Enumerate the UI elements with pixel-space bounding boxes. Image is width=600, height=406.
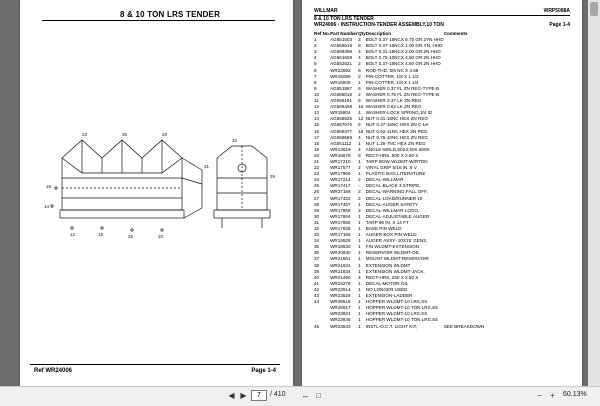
table-row	[314, 324, 570, 330]
previous-page-icon[interactable]: ◀	[228, 391, 235, 400]
table-cell-qty: 1	[358, 323, 361, 329]
column-header: Qty	[358, 31, 366, 36]
table-cell-no: 35	[314, 244, 320, 250]
table-cell-desc: RECT-HRS,.500 X 2.50 X	[365, 152, 419, 158]
table-cell-no: 31	[314, 219, 320, 225]
table-cell-no: 36	[314, 250, 320, 256]
callout-label: 15	[46, 184, 52, 189]
table-cell-no: 21	[314, 158, 320, 164]
table-cell-desc: NUT 1.25-7NC HEX ZN REG	[365, 140, 426, 146]
table-cell-no: 27	[314, 195, 320, 201]
page-title: 8 & 10 TON LRS TENDER	[314, 16, 374, 22]
table-cell-qty: 16	[358, 104, 364, 110]
table-cell-no: 4	[314, 55, 317, 61]
table-cell-part: WR28618	[330, 299, 351, 305]
table-cell-qty: 6	[358, 98, 361, 104]
table-cell-qty: 1	[358, 317, 361, 323]
table-cell-desc: FIN WLDMT-EXTENSION	[365, 244, 420, 250]
table-cell-desc: RESERVOIR WLDMT-OIL	[365, 250, 420, 256]
table-cell-desc: ANGLE-WELD,50X2,50X.500X	[365, 146, 430, 152]
table-cell-qty: 1	[358, 268, 361, 274]
table-cell-qty: 2	[358, 61, 361, 67]
table-cell-qty: 2	[358, 91, 361, 97]
table-cell-qty: 6	[358, 122, 361, 128]
page-number-input[interactable]	[251, 390, 267, 401]
table-cell-no: 22	[314, 165, 320, 171]
table-cell-desc: NUT 0.31-18NC HEX ZN REG	[365, 116, 428, 122]
footer-ref: Ref WR24006	[34, 368, 73, 374]
table-cell-part: AG558625	[330, 116, 353, 122]
table-cell-desc: BOLT 0.31-18NCX 2.00 GR.2N HHD	[365, 49, 441, 55]
exploded-assembly-diagram	[42, 118, 282, 258]
doc-code: WRP5088A	[543, 8, 570, 14]
table-cell-part: WR19528	[330, 238, 351, 244]
table-cell-qty: 1	[358, 256, 361, 262]
table-cell-no: 39	[314, 268, 320, 274]
table-cell-qty: 1	[358, 305, 361, 311]
parts-list-table	[314, 31, 570, 330]
zoom-out-icon[interactable]: −	[537, 391, 542, 400]
table-cell-qty: 1	[358, 226, 361, 231]
table-cell-part: WR28617	[330, 305, 351, 311]
table-cell-part: WR17577	[330, 165, 351, 171]
table-cell-part: WR17210	[330, 158, 351, 164]
pdf-page-right	[302, 0, 582, 386]
table-cell-part: AG558619	[330, 43, 353, 49]
callout-label: 14	[44, 204, 50, 209]
table-cell-part: WR15949	[330, 79, 351, 85]
table-cell-desc: HOPPER WLDMT-10 TON LRS,SS	[365, 305, 439, 311]
table-cell-part: WR17859	[330, 207, 351, 213]
column-header: Ref No.	[314, 31, 331, 36]
table-cell-qty: 1	[358, 201, 361, 207]
table-cell-desc: DECAL-AUGER SAFETY	[365, 201, 419, 207]
table-cell-no: 34	[314, 238, 320, 244]
table-cell-no: 25	[314, 183, 320, 189]
table-cell-qty: 1	[358, 219, 361, 225]
table-cell-no: 37	[314, 256, 320, 262]
table-cell-part: WR17864	[330, 213, 351, 219]
table-cell-desc: NUT 0.37-16NC HEX ZN C-LK	[365, 122, 429, 128]
table-cell-desc: DECAL-WILLMAR LOGO,	[365, 207, 420, 213]
table-cell-part: WR17214	[330, 177, 351, 183]
callout-label: 12	[70, 232, 76, 237]
table-cell-part: WR17422	[330, 195, 351, 201]
table-cell-part: WR21831	[330, 262, 351, 268]
table-cell-part: AG558477	[330, 128, 353, 134]
callout-label: 23	[82, 132, 88, 137]
table-cell-no: 9	[314, 85, 317, 91]
pdf-page-left	[20, 0, 293, 386]
table-cell-qty: 2	[358, 73, 361, 79]
table-cell-desc: NUT 0.75-10NC HEX ZN REG	[365, 134, 428, 140]
table-cell-desc: WASHER 0.75 FL ZN REG-TYPE-B	[365, 91, 440, 97]
table-cell-no: 40	[314, 274, 320, 280]
table-cell-part: WR23276	[330, 280, 351, 286]
parts-list-body	[314, 37, 570, 330]
table-cell-qty: 1	[358, 286, 361, 292]
table-cell-qty: 4	[358, 274, 361, 280]
table-cell-no: 12	[314, 104, 320, 110]
next-page-icon[interactable]: ▶	[240, 391, 247, 400]
table-cell-no: 28	[314, 201, 320, 207]
table-cell-part: AG557676	[330, 122, 353, 128]
table-cell-no: 15	[314, 122, 320, 128]
footer-page: Page 1-4	[251, 368, 276, 374]
table-cell-qty: 12	[358, 116, 364, 122]
callout-label: 20	[158, 234, 164, 239]
table-cell-no: 2	[314, 43, 317, 49]
table-cell-no: 8	[314, 79, 317, 85]
table-cell-desc: NO LONGER USED	[365, 286, 408, 292]
table-cell-part: WR17457	[330, 201, 351, 207]
scrollbar-thumb[interactable]	[590, 2, 598, 16]
table-cell-part: WR23092	[330, 67, 351, 73]
table-cell-no: 23	[314, 171, 320, 177]
table-cell-part: WR17865	[330, 219, 351, 225]
table-cell-desc: EXTENSION-LADDER	[365, 293, 413, 299]
table-cell-no: 33	[314, 232, 320, 238]
table-cell-desc: TARP 96 IN. X 14 FT	[365, 219, 409, 225]
page-label: Page 1-4	[549, 22, 570, 28]
table-cell-desc: RECT-HRS,.250 X 2.50 X	[365, 274, 419, 280]
table-cell-qty: 1	[358, 299, 361, 305]
table-cell-qty: 1	[358, 171, 361, 177]
table-cell-part: AG558191	[330, 98, 353, 104]
table-cell-qty: 1	[358, 232, 361, 238]
table-cell-qty: 4	[358, 146, 361, 152]
table-cell-part: AG561608	[330, 55, 353, 61]
table-cell-qty: 1	[358, 280, 361, 286]
column-header: Part Number	[330, 31, 358, 36]
table-cell-part: WR23845	[330, 317, 351, 323]
table-cell-desc: BASE PIN WELD	[365, 226, 402, 231]
table-cell-desc: HOPPER WLDMT-10 LRS,SS	[365, 311, 428, 317]
page-footer	[30, 364, 280, 374]
table-cell-no: 10	[314, 91, 320, 97]
fit-page-icon[interactable]: □	[316, 391, 321, 400]
table-cell-part: WR15089	[330, 73, 351, 79]
table-cell-no: 29	[314, 207, 320, 213]
table-cell-desc: WASHER 0.37 FL ZN REG-TYPE-B	[365, 85, 440, 91]
table-cell-qty: 4	[358, 55, 361, 61]
table-cell-qty: 1	[358, 250, 361, 256]
table-cell-part: WR15804	[330, 110, 351, 116]
table-cell-qty: 1	[358, 79, 361, 85]
page-total: / 410	[270, 391, 286, 398]
table-cell-part: WR17965	[330, 171, 351, 177]
table-cell-no: 42	[314, 286, 320, 292]
fit-width-icon[interactable]: ↔	[301, 391, 310, 400]
table-cell-no: 30	[314, 213, 320, 219]
table-cell-part: WR20830	[330, 250, 351, 256]
table-cell-desc: BOLT 0.37-16NCX 6.75 GR.2YN HHD	[365, 37, 444, 43]
table-cell-qty: 8	[358, 152, 361, 158]
table-cell-no: 14	[314, 116, 320, 122]
table-cell-qty: 1	[358, 238, 361, 244]
table-cell-desc: HOPPER WLDMT-10 LRS,SS	[365, 299, 428, 305]
table-cell-desc: PLASTIC BAG,LITERATURE	[365, 171, 426, 177]
table-cell-no: 38	[314, 262, 320, 268]
table-cell-desc: WASHER 0.62 LK ZN REG	[365, 104, 422, 110]
table-cell-qty: 1	[358, 293, 361, 299]
table-cell-desc: DECAL-MOTOR OIL	[365, 280, 409, 286]
table-cell-qty: 2	[358, 195, 361, 201]
table-cell-no: 19	[314, 146, 320, 152]
table-cell-qty: 6	[358, 85, 361, 91]
table-cell-desc: EXTENSION WLDMT-JACK,	[365, 268, 425, 274]
table-cell-qty: 1	[358, 213, 361, 219]
page-header	[314, 8, 570, 28]
zoom-in-icon[interactable]: +	[550, 391, 555, 400]
table-cell-part: AG551867	[330, 85, 353, 91]
table-cell-no: 3	[314, 49, 317, 55]
table-cell-desc: WASHER-LOCK SPRING,3/4 ID	[365, 110, 433, 116]
table-cell-no: 41	[314, 280, 320, 286]
table-cell-part: AG558016	[330, 91, 353, 97]
table-cell-desc: MOUNT WLDMT-RESERVOIR	[365, 256, 429, 262]
table-cell-no: 24	[314, 177, 320, 183]
column-header: Comments	[443, 31, 468, 36]
table-cell-desc: BOLT 0.37-16NCX 1.00 GR.YN, HHD	[365, 43, 443, 49]
table-cell-qty: 2	[358, 207, 361, 213]
table-cell-desc: DECAL-BLACK 3 STRIPE,	[365, 183, 421, 189]
table-cell-no: 43	[314, 293, 320, 299]
table-cell-no: 16	[314, 128, 320, 134]
table-cell-qty: 2	[358, 177, 361, 183]
table-cell-part: WR23614	[330, 286, 351, 292]
table-cell-part: WR23843	[330, 323, 351, 329]
table-cell-qty: 1	[358, 140, 361, 146]
table-cell-qty: 16	[358, 128, 364, 134]
page-subtitle: WR24006 - INSTRUCTION-TENDER ASSEMBLY,10 TON	[314, 22, 444, 28]
table-cell-desc: DECAL-WARNING,FALL OFF,	[365, 189, 428, 195]
table-cell-qty: 4	[358, 134, 361, 140]
table-cell-desc: VINYL GRIP 5/16 IN. 8 V	[365, 165, 417, 171]
table-cell-no: 17	[314, 134, 320, 140]
table-cell-desc: WASHER 0.37 LK ZN REG	[365, 98, 422, 104]
table-cell-desc: DECAL-WILLMAR	[365, 177, 404, 183]
viewer-status-bar	[0, 386, 600, 406]
table-cell-no: 5	[314, 61, 317, 67]
table-cell-desc: INSTL-O.C.T. LIGHT KIT,	[365, 323, 418, 329]
table-cell-qty: 8	[358, 43, 361, 49]
vertical-scrollbar[interactable]	[588, 0, 600, 386]
table-cell-qty: -	[358, 183, 360, 189]
table-cell-desc: EXTENSION WLDMT	[365, 262, 411, 268]
table-cell-qty: 2	[358, 37, 361, 43]
brand-name: WILLMAR	[314, 8, 338, 14]
table-cell-part: WR17165	[330, 232, 351, 238]
table-cell-part: WR21861	[330, 256, 351, 262]
table-cell-no: 11	[314, 98, 319, 104]
table-cell-part: WR16679	[330, 152, 351, 158]
table-cell-part: WR23831	[330, 311, 351, 317]
table-cell-part: AG551503	[330, 37, 353, 43]
table-cell-no: 7	[314, 73, 317, 79]
table-cell-part: WR17836	[330, 226, 351, 231]
callout-label: 32	[232, 138, 238, 143]
table-cell-qty: 4	[358, 110, 361, 116]
table-cell-part: AG552821	[330, 61, 353, 67]
table-cell-desc: DECAL-LOAD/RUNNER 10	[365, 195, 423, 201]
table-cell-desc: AUGER BOX PIN WELD	[365, 232, 417, 238]
callout-label: 39	[270, 174, 276, 179]
table-cell-no: 1	[314, 37, 317, 43]
table-cell-part: WR37169	[330, 189, 351, 195]
zoom-level: 60.13%	[563, 391, 587, 398]
table-cell-no: 13	[314, 110, 320, 116]
callout-label: 28	[162, 132, 168, 137]
table-cell-part: WR21490	[330, 274, 351, 280]
callout-label: 18	[98, 232, 104, 237]
page-header	[42, 10, 275, 21]
table-cell-qty: 1	[358, 158, 361, 164]
table-cell-no: 26	[314, 189, 320, 195]
table-cell-qty: 2	[358, 165, 361, 171]
table-cell-qty: 4	[358, 49, 361, 55]
table-cell-qty: 1	[358, 262, 361, 268]
table-cell-desc: HOPPER WLDMT-10 TON LRS,SS	[365, 317, 439, 323]
page-title: 8 & 10 TON LRS TENDER	[120, 10, 221, 19]
table-cell-qty: 1	[358, 244, 361, 250]
table-cell-no: 18	[314, 140, 320, 146]
table-cell-no: 44	[314, 299, 320, 305]
callout-label: 31	[204, 164, 210, 169]
table-cell-desc: ROD-THD, 5/8 NC X 4.56	[365, 67, 419, 73]
table-cell-qty: 1	[358, 311, 361, 317]
column-header: Description	[365, 31, 392, 36]
table-cell-comments: SEE BREAKDOWN	[443, 323, 485, 329]
table-cell-qty: 8	[358, 67, 361, 73]
table-cell-no: 45	[314, 323, 320, 329]
table-cell-desc: BOLT 0.37-16NCX 4.50 GR.2N HHD	[365, 61, 441, 67]
table-cell-part: AG551112	[330, 140, 352, 146]
table-cell-desc: PIN-COTTER, 1/8 X 1 1/2	[365, 73, 419, 79]
table-cell-desc: NUT 0.62-11NC HEX ZN REG	[365, 128, 428, 134]
table-cell-qty: 2	[358, 189, 361, 195]
callout-label: 26	[122, 132, 128, 137]
table-cell-part: WR19530	[330, 244, 351, 250]
table-cell-desc: AUGER ASSY- 10X15' GEN3,	[365, 238, 427, 244]
table-cell-part: WR23529	[330, 293, 351, 299]
table-cell-part: WR13619	[330, 146, 351, 152]
table-cell-no: 32	[314, 226, 320, 231]
table-cell-desc: DECAL-ADJUSTABLE AUGER	[365, 213, 430, 219]
table-cell-part: AG558669	[330, 134, 353, 140]
table-cell-part: WR17417	[330, 183, 351, 189]
table-cell-desc: BOLT 0.75-10NCX 4.50 GR.2N HHD	[365, 55, 441, 61]
callout-label: 25	[128, 234, 134, 239]
table-cell-no: 6	[314, 67, 317, 73]
table-cell-part: AG568408	[330, 104, 353, 110]
table-cell-desc: PIN-COTTER, 1/8 X 1 1/4	[365, 79, 419, 85]
table-cell-part: AG568399	[330, 49, 353, 55]
table-cell-desc: TARP BOW WLDMT-W/RTDN	[365, 158, 428, 164]
table-cell-no: 20	[314, 152, 320, 158]
table-cell-part: WR21834	[330, 268, 351, 274]
